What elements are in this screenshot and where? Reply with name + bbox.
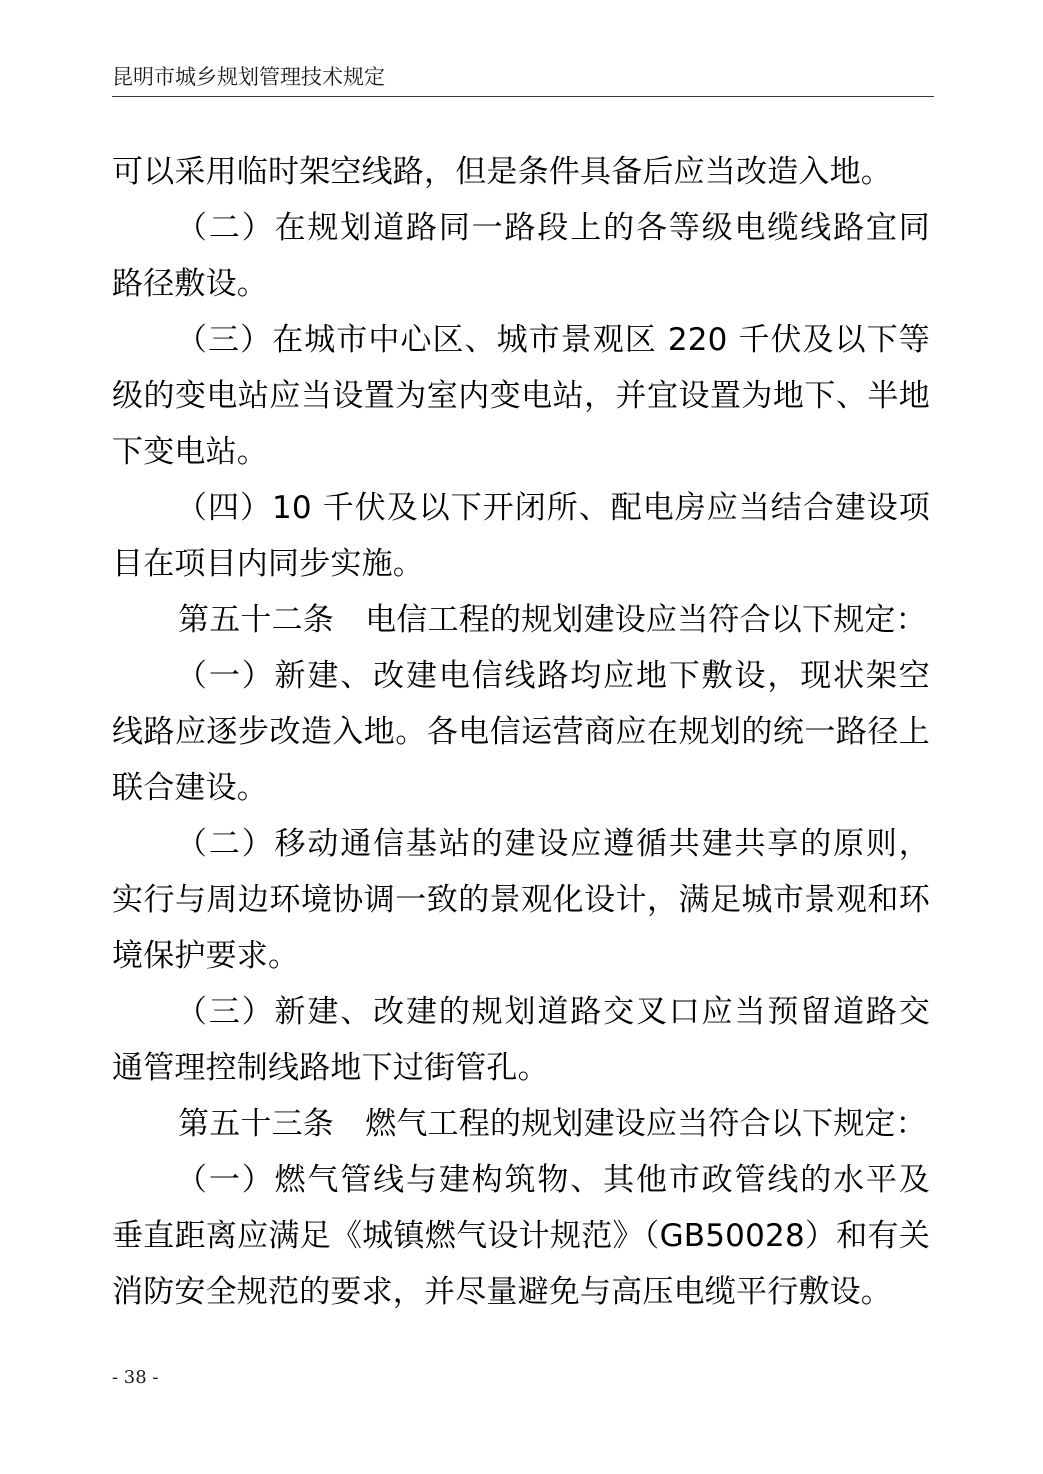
- article-heading: 第五十三条 燃气工程的规划建设应当符合以下规定：: [178, 1106, 927, 1142]
- page-number: - 38 -: [112, 1367, 159, 1388]
- text-line: 垂直距离应满足《城镇燃气设计规范》（GB50028）和有关: [112, 1218, 930, 1254]
- text-line: （一）燃气管线与建构筑物、其他市政管线的水平及: [176, 1162, 930, 1198]
- text-line: 境保护要求。: [112, 938, 300, 974]
- running-header: 昆明市城乡规划管理技术规定: [112, 65, 385, 89]
- text-line: 实行与周边环境协调一致的景观化设计，满足城市景观和环: [112, 882, 930, 918]
- text-line: （一）新建、改建电信线路均应地下敷设，现状架空: [176, 658, 930, 694]
- text-line: （四）10 千伏及以下开闭所、配电房应当结合建设项: [176, 490, 930, 526]
- text-line: （三）在城市中心区、城市景观区 220 千伏及以下等: [176, 322, 930, 358]
- text-line: 消防安全规范的要求，并尽量避免与高压电缆平行敷设。: [112, 1274, 892, 1310]
- text-line: （三）新建、改建的规划道路交叉口应当预留道路交: [176, 994, 930, 1030]
- text-line: 级的变电站应当设置为室内变电站，并宜设置为地下、半地: [112, 378, 930, 414]
- text-line: （二）移动通信基站的建设应遵循共建共享的原则，: [176, 826, 930, 862]
- text-line: 线路应逐步改造入地。各电信运营商应在规划的统一路径上: [112, 714, 930, 750]
- text-line: （二）在规划道路同一路段上的各等级电缆线路宜同: [176, 210, 930, 246]
- header-divider: [112, 96, 934, 97]
- text-line: 联合建设。: [112, 770, 268, 806]
- text-line: 下变电站。: [112, 434, 268, 470]
- text-line: 可以采用临时架空线路，但是条件具备后应当改造入地。: [112, 154, 892, 190]
- text-line: 路径敷设。: [112, 266, 268, 302]
- text-line: 目在项目内同步实施。: [112, 546, 424, 582]
- document-body: [112, 144, 930, 1320]
- article-heading: 第五十二条 电信工程的规划建设应当符合以下规定：: [178, 602, 927, 638]
- text-line: 通管理控制线路地下过街管孔。: [112, 1050, 549, 1086]
